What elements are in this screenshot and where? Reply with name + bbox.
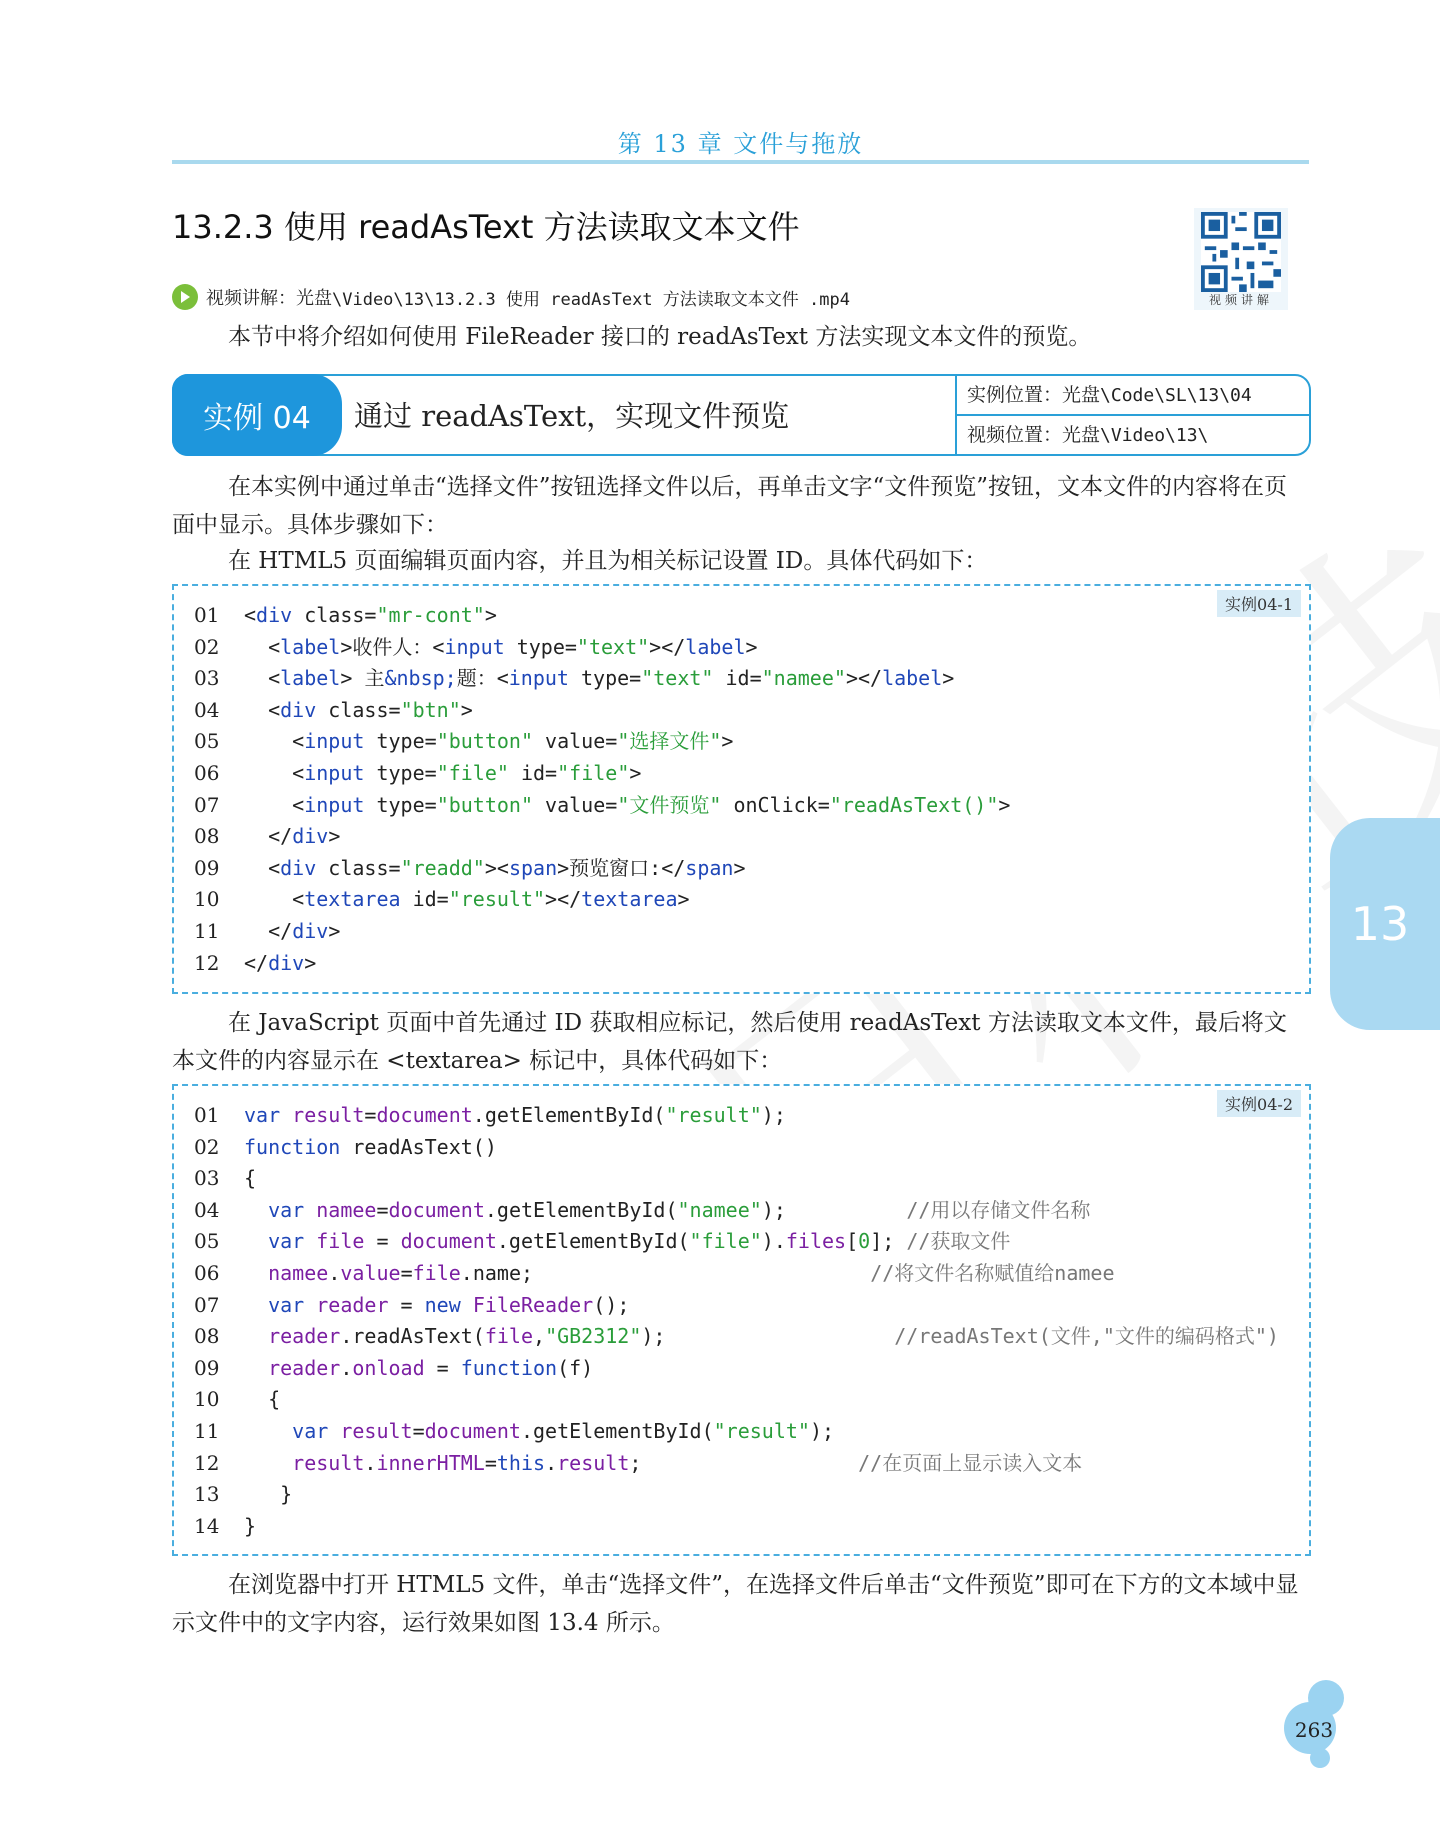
code-token: > <box>721 729 734 754</box>
line-number: 10 <box>194 887 220 912</box>
code-token: . <box>545 1450 558 1475</box>
code-token: "button" <box>436 729 534 754</box>
code-token: >收件人：< <box>340 634 445 659</box>
code-token: reader <box>268 1355 341 1380</box>
code-token: "file" <box>557 760 630 785</box>
code-token: ></ <box>845 666 883 691</box>
code-token: > <box>733 855 746 880</box>
paragraph-2: 在 HTML5 页面编辑页面内容，并且为相关标记设置 ID。具体代码如下： <box>228 548 988 574</box>
line-number: 13 <box>194 1482 220 1507</box>
code-token: div <box>280 855 317 880</box>
code-token: result <box>292 1103 365 1127</box>
qr-code[interactable] <box>1194 208 1288 310</box>
line-number: 06 <box>194 1260 220 1285</box>
code-token: div <box>256 603 293 627</box>
code-token: class= <box>316 855 401 880</box>
code-token: onClick= <box>721 792 830 817</box>
code-token: > <box>328 824 341 849</box>
line-number: 14 <box>194 1513 220 1538</box>
code-token: "namee" <box>761 666 846 691</box>
code-token: 0 <box>858 1229 871 1254</box>
code-token: < <box>292 760 305 785</box>
line-number: 07 <box>194 1292 220 1317</box>
side-tab-number: 13 <box>1350 897 1410 951</box>
line-number: 02 <box>194 634 220 659</box>
page-number: 263 <box>1294 1718 1334 1742</box>
line-number: 03 <box>194 1166 220 1191</box>
line-number: 12 <box>194 1450 220 1475</box>
code-lines <box>194 1100 1279 1542</box>
code-token: = <box>484 1450 497 1475</box>
code-token: . <box>328 1260 341 1285</box>
example-banner <box>172 374 1311 456</box>
code-line <box>194 790 1010 822</box>
code-token: .readAsText( <box>340 1324 485 1349</box>
code-token: < <box>268 697 281 722</box>
code-token: "text" <box>641 666 714 691</box>
code-token: ); <box>761 1103 786 1127</box>
code-token: value= <box>533 792 618 817</box>
code-token: var <box>268 1229 305 1254</box>
code-token: input <box>304 760 365 785</box>
code-token: type= <box>364 760 437 785</box>
code-line <box>194 1353 1279 1385</box>
code-token: type= <box>364 729 437 754</box>
code-line <box>194 1448 1279 1480</box>
code-line <box>194 1479 1279 1511</box>
code-token <box>280 1103 292 1127</box>
code-token: ); <box>641 1324 895 1349</box>
code-token: ></ <box>545 887 582 912</box>
code-line <box>194 1384 1279 1416</box>
code-token: "file" <box>689 1229 762 1254</box>
code-token: id= <box>713 666 762 691</box>
code-token: result <box>557 1450 630 1475</box>
code-token: textarea <box>304 887 401 912</box>
line-number: 04 <box>194 1197 220 1222</box>
code-token <box>328 1419 340 1443</box>
code-token: "text" <box>576 634 650 659</box>
code-token: } <box>244 1513 257 1538</box>
code-token: label <box>882 666 943 691</box>
code-token: span <box>508 855 558 880</box>
code-token: "文件预览" <box>617 792 722 817</box>
code-token: result <box>292 1450 365 1475</box>
code-token <box>304 1229 316 1253</box>
code-token: < <box>268 666 281 691</box>
code-token: .getElementById( <box>484 1197 678 1222</box>
code-token: //用以存储文件名称 <box>906 1197 1091 1222</box>
code-token: "result" <box>448 887 546 912</box>
code-line <box>194 1100 1279 1132</box>
code-token: </ <box>244 950 269 975</box>
code-token: div <box>292 824 329 849</box>
code-token: function <box>244 1134 341 1159</box>
code-block-1 <box>172 584 1311 994</box>
code-token: ></ <box>649 634 686 659</box>
code-token: "button" <box>436 792 534 817</box>
code-token: > <box>460 697 473 722</box>
line-number: 03 <box>194 666 220 691</box>
code-token: readAsText() <box>340 1134 497 1159</box>
paragraph-1: 在本实例中通过单击“选择文件”按钮选择文件以后，再单击文字“文件预览”按钮，文本文件的内容将在页面中显示。具体步骤如下： <box>172 474 1288 538</box>
code-token: . <box>340 1355 353 1380</box>
code-token: this <box>496 1450 546 1475</box>
code-line <box>194 695 1010 727</box>
code-line <box>194 663 1010 695</box>
code-token: (); <box>593 1292 630 1317</box>
code-token: document <box>400 1229 497 1254</box>
code-line <box>194 821 1010 853</box>
code-token: "file" <box>436 760 509 785</box>
code-token: ]; <box>870 1229 907 1254</box>
code-line <box>194 884 1010 916</box>
code-token: "GB2312" <box>545 1324 642 1349</box>
line-number: 04 <box>194 697 220 722</box>
code-token: } <box>268 1482 293 1507</box>
chapter-side-tab <box>1330 818 1440 1030</box>
code-token: .name; <box>460 1260 871 1285</box>
code-token: var <box>244 1103 281 1127</box>
code-block-2 <box>172 1084 1311 1556</box>
code-token: = <box>364 1103 377 1127</box>
code-token: < <box>292 792 305 817</box>
code-token: reader <box>268 1324 341 1349</box>
code-token: "btn" <box>400 697 461 722</box>
line-number: 05 <box>194 1229 220 1254</box>
code-line <box>194 726 1010 758</box>
code-token: .getElementById( <box>472 1103 666 1127</box>
code-token: .getElementById( <box>520 1418 714 1443</box>
code-token: namee <box>268 1260 329 1285</box>
code-token: > <box>304 950 317 975</box>
code-token: < <box>292 887 305 912</box>
code-token: new <box>424 1292 461 1317</box>
code-token: > <box>677 887 690 912</box>
code-token: < <box>268 855 281 880</box>
code-token: class= <box>292 603 377 627</box>
code-token: onload <box>352 1355 425 1380</box>
code-token: result <box>340 1418 413 1443</box>
code-token: ); <box>761 1197 907 1222</box>
video-line <box>172 284 850 310</box>
code-token: type= <box>364 792 437 817</box>
code-token: "readAsText()" <box>829 792 999 817</box>
code-token: 题：< <box>456 666 509 691</box>
code-block-tag: 实例04-1 <box>1217 590 1301 617</box>
example-video-location: 视频位置：光盘\Video\13\ <box>967 424 1209 446</box>
code-token: > <box>998 792 1011 817</box>
code-token: div <box>292 918 329 943</box>
example-tag: 实例 04 <box>172 374 342 456</box>
code-token: </ <box>268 824 293 849</box>
line-number: 11 <box>194 918 220 943</box>
code-token: "result" <box>665 1103 762 1127</box>
code-token: > <box>484 603 497 627</box>
code-token: input <box>304 729 365 754</box>
code-line <box>194 916 1010 948</box>
header-rule <box>172 160 1309 164</box>
code-token: > 主 <box>340 666 385 691</box>
code-token: { <box>244 1166 257 1191</box>
paragraph-4: 在浏览器中打开 HTML5 文件，单击“选择文件”，在选择文件后单击“文件预览”即可在下方的文本域中显示文件中的文字内容，运行效果如图 13.4 所示。 <box>172 1572 1299 1636</box>
code-token: file <box>316 1229 365 1254</box>
code-token: input <box>508 666 569 691</box>
intro-paragraph: 本节中将介绍如何使用 FileReader 接口的 readAsText 方法实现文本文件的预览。 <box>228 324 1092 350</box>
code-token: reader <box>316 1292 389 1317</box>
code-token: innerHTML <box>376 1450 485 1475</box>
code-token: file <box>412 1260 461 1285</box>
qr-caption: 视频讲解 <box>1208 293 1273 307</box>
code-token: //将文件名称赋值给namee <box>870 1260 1115 1285</box>
example-location: 实例位置：光盘\Code\SL\13\04 <box>957 376 1311 416</box>
code-token: label <box>280 634 341 659</box>
code-token: //readAsText(文件,"文件的编码格式") <box>894 1324 1279 1349</box>
code-line <box>194 1416 1279 1448</box>
code-line <box>194 600 1010 632</box>
code-token: document <box>388 1197 485 1222</box>
code-token: id= <box>508 760 558 785</box>
code-token: [ <box>846 1229 859 1254</box>
code-token <box>461 1293 473 1317</box>
code-token: = <box>412 1418 425 1443</box>
code-token: ; <box>629 1450 859 1475</box>
code-token: input <box>444 634 505 659</box>
line-number: 05 <box>194 729 220 754</box>
code-token: div <box>268 950 305 975</box>
code-token: &nbsp; <box>384 666 457 691</box>
code-token: (f) <box>557 1355 594 1380</box>
video-play-icon <box>172 284 198 310</box>
code-token: input <box>304 792 365 817</box>
line-number: 09 <box>194 1355 220 1380</box>
code-token: "mr-cont" <box>376 603 485 627</box>
code-token: "选择文件" <box>617 729 722 754</box>
code-token: value <box>340 1260 401 1285</box>
code-token: label <box>685 634 746 659</box>
code-token: namee <box>316 1197 377 1222</box>
code-token: ). <box>761 1229 786 1254</box>
code-token: span <box>685 855 734 880</box>
code-block-tag: 实例04-2 <box>1217 1090 1301 1117</box>
code-token: "namee" <box>677 1197 762 1222</box>
line-number: 07 <box>194 792 220 817</box>
code-token: type= <box>504 634 577 659</box>
code-token: < <box>268 634 281 659</box>
code-token: type= <box>568 666 642 691</box>
line-number: 02 <box>194 1134 220 1159</box>
line-number: 09 <box>194 855 220 880</box>
example-title: 通过 readAsText，实现文件预览 <box>354 399 790 433</box>
line-number: 10 <box>194 1387 220 1412</box>
code-line <box>194 1511 1279 1543</box>
paragraph-3: 在 JavaScript 页面中首先通过 ID 获取相应标记，然后使用 readAsText 方法读取文本文件，最后将文本文件的内容显示在 <textarea> 标记中，具体代码如下： <box>172 1010 1287 1074</box>
code-line <box>194 1321 1279 1353</box>
code-token: document <box>376 1103 473 1127</box>
code-lines <box>194 600 1010 979</box>
qr-code-icon <box>1201 212 1281 292</box>
code-token <box>304 1198 316 1222</box>
code-token: < <box>244 603 257 627</box>
code-line <box>194 948 1010 980</box>
code-token: var <box>292 1418 329 1443</box>
line-number: 01 <box>194 603 220 627</box>
code-token: </ <box>268 918 293 943</box>
code-line <box>194 758 1010 790</box>
code-token: < <box>292 729 305 754</box>
code-token: div <box>280 697 317 722</box>
line-number: 01 <box>194 1103 220 1127</box>
code-token: > <box>328 918 341 943</box>
code-token: = <box>388 1292 425 1317</box>
code-token: . <box>364 1450 377 1475</box>
code-token: "result" <box>713 1418 810 1443</box>
code-token <box>304 1293 316 1317</box>
code-token: textarea <box>581 887 678 912</box>
line-number: 06 <box>194 760 220 785</box>
code-token: >预览窗口:</ <box>557 855 686 880</box>
code-token: > <box>942 666 955 691</box>
code-line <box>194 632 1010 664</box>
video-label: 视频讲解：光盘 <box>206 288 332 309</box>
code-token: .getElementById( <box>496 1229 690 1254</box>
code-token: > <box>629 760 642 785</box>
code-token: var <box>268 1292 305 1317</box>
code-token: = <box>364 1229 401 1254</box>
code-token: , <box>533 1324 546 1349</box>
code-token: value= <box>533 729 618 754</box>
chapter-header: 第 13 章 文件与拖放 <box>617 130 864 158</box>
code-token: > <box>745 634 758 659</box>
code-token: files <box>785 1229 847 1254</box>
section-title: 13.2.3 使用 readAsText 方法读取文本文件 <box>172 208 800 246</box>
code-token: file <box>484 1324 534 1349</box>
code-token: >< <box>484 855 509 880</box>
code-token: = <box>400 1260 413 1285</box>
line-number: 11 <box>194 1418 220 1443</box>
code-line <box>194 1132 1279 1164</box>
code-token: FileReader <box>472 1292 594 1317</box>
code-token: "readd" <box>400 855 485 880</box>
code-token: var <box>268 1197 305 1222</box>
code-line <box>194 1195 1279 1227</box>
line-number: 12 <box>194 950 220 975</box>
code-line <box>194 853 1010 885</box>
line-number: 08 <box>194 824 220 849</box>
code-line <box>194 1163 1279 1195</box>
code-token: class= <box>316 697 401 722</box>
code-token: ); <box>809 1418 835 1443</box>
code-line <box>194 1258 1279 1290</box>
code-line <box>194 1290 1279 1322</box>
code-line <box>194 1226 1279 1258</box>
code-token: document <box>424 1418 521 1443</box>
example-info <box>955 376 1311 454</box>
code-token: = <box>376 1197 389 1222</box>
line-number: 08 <box>194 1324 220 1349</box>
code-token: function <box>460 1355 558 1380</box>
video-path: \Video\13\13.2.3 使用 readAsText 方法读取文本文件 .mp4 <box>332 289 850 310</box>
code-token: //在页面上显示读入文本 <box>858 1450 1083 1475</box>
code-token: { <box>268 1387 281 1412</box>
code-token: id= <box>400 887 449 912</box>
code-token: = <box>424 1355 461 1380</box>
code-token: label <box>280 666 341 691</box>
code-token: //获取文件 <box>906 1229 1011 1254</box>
